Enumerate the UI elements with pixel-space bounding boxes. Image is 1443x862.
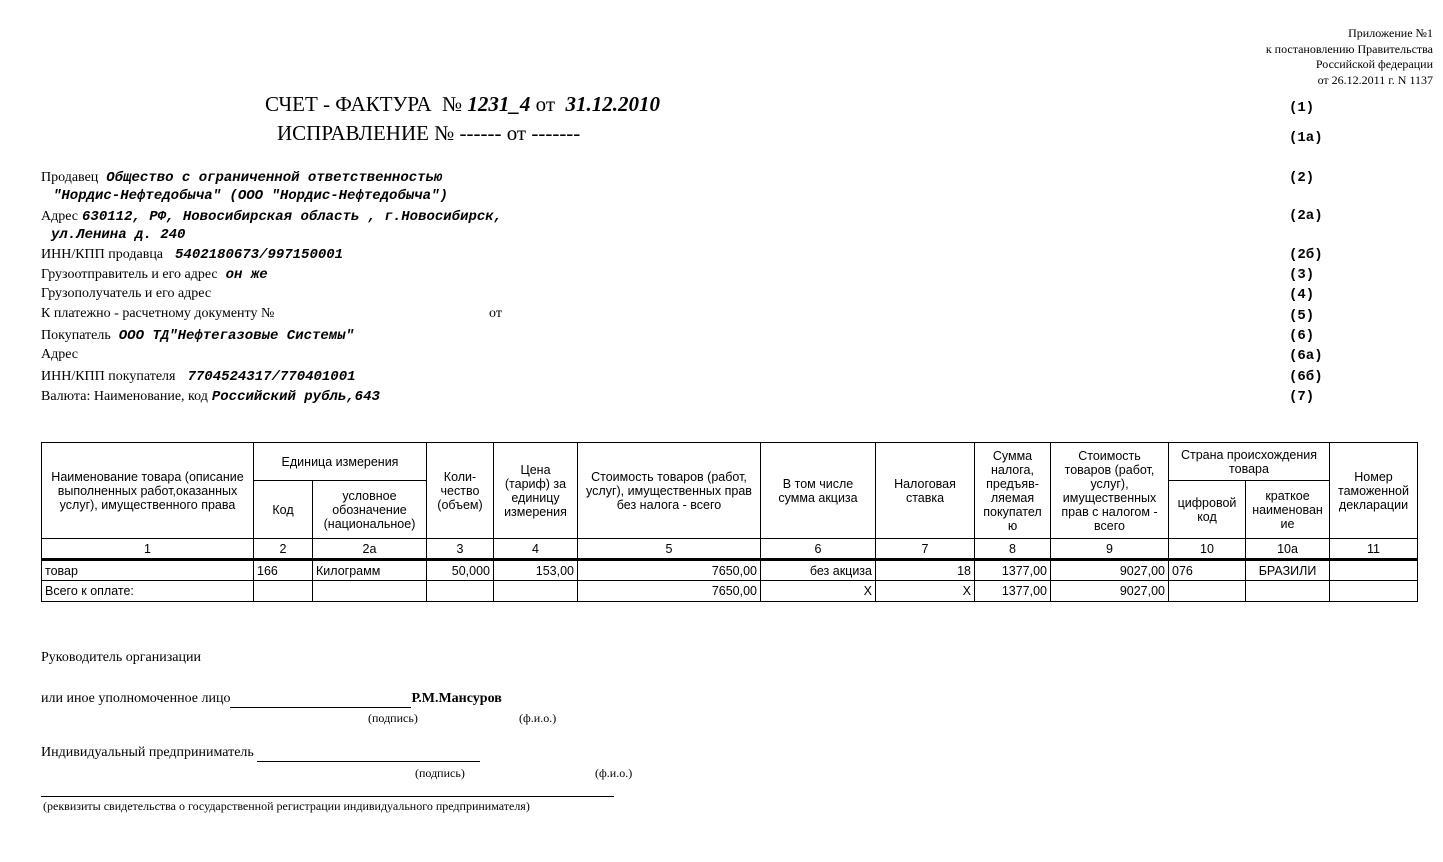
- total-empty: [1330, 581, 1418, 602]
- address-label: Адрес: [41, 209, 79, 224]
- total-tax-sum: 1377,00: [975, 581, 1051, 602]
- total-empty: [494, 581, 578, 602]
- total-label: Всего к оплате:: [42, 581, 254, 602]
- header-excise: В том числе сумма акциза: [761, 443, 876, 539]
- column-number: 1: [42, 539, 254, 560]
- registration-line: [41, 796, 614, 797]
- invoice-title: [265, 92, 660, 117]
- appendix-line: к постановлению Правительства: [1265, 41, 1433, 56]
- inn-buyer-value: 7704524317/770401001: [187, 369, 356, 385]
- currency-label: Валюта: Наименование, код: [41, 389, 208, 404]
- line-code: (6б): [1289, 369, 1323, 385]
- total-empty: [254, 581, 313, 602]
- address-value-cont: ул.Ленина д. 240: [51, 227, 186, 243]
- line-code: (2): [1289, 170, 1315, 186]
- column-numbers-row: [42, 539, 1418, 560]
- header-cost-no-tax: Стоимость товаров (работ, услуг), имущественных прав без налога - всего: [578, 443, 761, 539]
- invoice-number: 1231_4: [467, 92, 531, 116]
- line-code: (2б): [1289, 247, 1323, 263]
- row-price: 153,00: [494, 560, 578, 581]
- total-empty: [313, 581, 427, 602]
- row-cost-with-tax: 9027,00: [1051, 560, 1169, 581]
- address-value: 630112, РФ, Новосибирская область , г.Новосибирск,: [82, 209, 503, 225]
- total-row: [42, 581, 1418, 602]
- row-excise: без акциза: [761, 560, 876, 581]
- ip-sign-caption: (подпись): [415, 766, 465, 780]
- column-number: 8: [975, 539, 1051, 560]
- column-number: 9: [1051, 539, 1169, 560]
- header-country: Страна происхождения товара: [1169, 443, 1330, 481]
- line-code: (2а): [1289, 208, 1323, 224]
- correction-date: -------: [531, 121, 581, 145]
- column-number: 10: [1169, 539, 1246, 560]
- appendix-line: Приложение №1: [1348, 26, 1433, 40]
- line-code: (4): [1289, 287, 1315, 303]
- row-customs: [1330, 560, 1418, 581]
- column-number: 5: [578, 539, 761, 560]
- header-tax-sum: Сумма налога, предъяв-ляемая покупател ю: [975, 443, 1051, 539]
- authorized-label: или иное уполномоченное лицо: [41, 691, 231, 706]
- ip-row: [41, 745, 480, 762]
- row-country-name: БРАЗИЛИ: [1246, 560, 1330, 581]
- invoice-table: [41, 442, 1418, 602]
- seller-value-cont: "Нордис-Нефтедобыча" (ООО "Нордис-Нефтедобыча"): [53, 188, 448, 204]
- buyer-row: [41, 326, 354, 344]
- consignee-label: Грузополучатель и его адрес: [41, 286, 212, 301]
- total-tax-rate: X: [876, 581, 975, 602]
- head-sign-caption: (подпись): [368, 711, 418, 725]
- column-number: 2а: [313, 539, 427, 560]
- row-tax-rate: 18: [876, 560, 975, 581]
- invoice-date: 31.12.2010: [565, 92, 661, 116]
- row-qty: 50,000: [427, 560, 494, 581]
- inn-buyer-row: [41, 367, 356, 385]
- total-empty: [427, 581, 494, 602]
- buyer-label: Покупатель: [41, 328, 111, 343]
- ip-name-caption: (ф.и.о.): [595, 766, 633, 780]
- header-unit-code: Код: [254, 481, 313, 539]
- correction-from: от: [506, 121, 527, 145]
- correction-label: ИСПРАВЛЕНИЕ: [277, 121, 429, 145]
- correction-title: [277, 121, 580, 146]
- buyer-value: ООО ТД"Нефтегазовые Системы": [118, 328, 355, 344]
- line-code: (3): [1289, 267, 1315, 283]
- inn-seller-value: 5402180673/997150001: [175, 247, 344, 263]
- line-code: (6): [1289, 328, 1315, 344]
- line-code: (6а): [1289, 348, 1323, 364]
- currency-value: Российский рубль,643: [211, 389, 380, 405]
- shipper-label: Грузоотправитель и его адрес: [41, 267, 218, 282]
- row-unit-code: 166: [254, 560, 313, 581]
- head-name: Р.М.Мансуров: [411, 691, 502, 706]
- ip-signature-line: [257, 745, 480, 762]
- authorized-row: [41, 691, 502, 708]
- appendix-line: от 26.12.2011 г. N 1137: [1317, 72, 1433, 87]
- shipper-value: он же: [225, 267, 268, 283]
- appendix-line: Российской федерации: [1315, 57, 1433, 71]
- payment-doc-from: от: [489, 306, 502, 321]
- inn-seller-label: ИНН/КПП продавца: [41, 247, 164, 262]
- header-unit-name: условное обозначение (национальное): [313, 481, 427, 539]
- header-name: Наименование товара (описание выполненных работ,оказанных услуг), имущественного права: [42, 443, 254, 539]
- seller-label: Продавец: [41, 170, 99, 185]
- head-signature-line: [230, 691, 411, 708]
- header-country-name: краткое наименован ие: [1246, 481, 1330, 539]
- correction-no: № ------: [434, 121, 502, 145]
- column-number: 3: [427, 539, 494, 560]
- appendix-note: [1266, 26, 1433, 88]
- total-excise: X: [761, 581, 876, 602]
- header-price: Цена (тариф) за единицу измерения: [494, 443, 578, 539]
- row-tax-sum: 1377,00: [975, 560, 1051, 581]
- registration-caption: (реквизиты свидетельства о государственной регистрации индивидуального предпринимателя): [43, 799, 530, 813]
- seller-value: Общество с ограниченной ответственностью: [106, 170, 443, 186]
- column-number: 11: [1330, 539, 1418, 560]
- total-empty: [1169, 581, 1246, 602]
- invoice-label: СЧЕТ - ФАКТУРА: [265, 92, 432, 116]
- row-country-code: 076: [1169, 560, 1246, 581]
- total-cost-with-tax: 9027,00: [1051, 581, 1169, 602]
- table-row: [42, 560, 1418, 581]
- line-code: (5): [1289, 308, 1315, 324]
- line-code: (7): [1289, 389, 1315, 405]
- column-number: 10а: [1246, 539, 1330, 560]
- ip-label: Индивидуальный предприниматель: [41, 745, 254, 760]
- row-name: товар: [42, 560, 254, 581]
- line-code: (1): [1289, 100, 1315, 116]
- currency-row: [41, 387, 380, 405]
- header-unit: Единица измерения: [254, 443, 427, 481]
- buyer-address-label: Адрес: [41, 347, 79, 362]
- total-empty: [1246, 581, 1330, 602]
- column-number: 7: [876, 539, 975, 560]
- column-number: 6: [761, 539, 876, 560]
- line-code: (1а): [1289, 130, 1323, 146]
- header-cost-with-tax: Стоимость товаров (работ, услуг), имущественных прав с налогом - всего: [1051, 443, 1169, 539]
- inn-buyer-label: ИНН/КПП покупателя: [41, 369, 176, 384]
- header-customs: Номер таможенной декларации: [1330, 443, 1418, 539]
- row-unit-name: Килограмм: [313, 560, 427, 581]
- address-row: [41, 207, 502, 225]
- payment-doc-label: К платежно - расчетному документу №: [41, 306, 275, 321]
- invoice-no-sign: №: [442, 92, 463, 116]
- row-cost-no-tax: 7650,00: [578, 560, 761, 581]
- column-number: 2: [254, 539, 313, 560]
- total-cost-no-tax: 7650,00: [578, 581, 761, 602]
- head-label: Руководитель организации: [41, 650, 201, 665]
- column-number: 4: [494, 539, 578, 560]
- head-name-caption: (ф.и.о.): [519, 711, 557, 725]
- seller-row: [41, 168, 442, 186]
- inn-seller-row: [41, 245, 343, 263]
- invoice-from: от: [535, 92, 556, 116]
- header-tax-rate: Налоговая ставка: [876, 443, 975, 539]
- header-qty: Коли-чество (объем): [427, 443, 494, 539]
- shipper-row: [41, 265, 268, 283]
- header-country-code: цифровой код: [1169, 481, 1246, 539]
